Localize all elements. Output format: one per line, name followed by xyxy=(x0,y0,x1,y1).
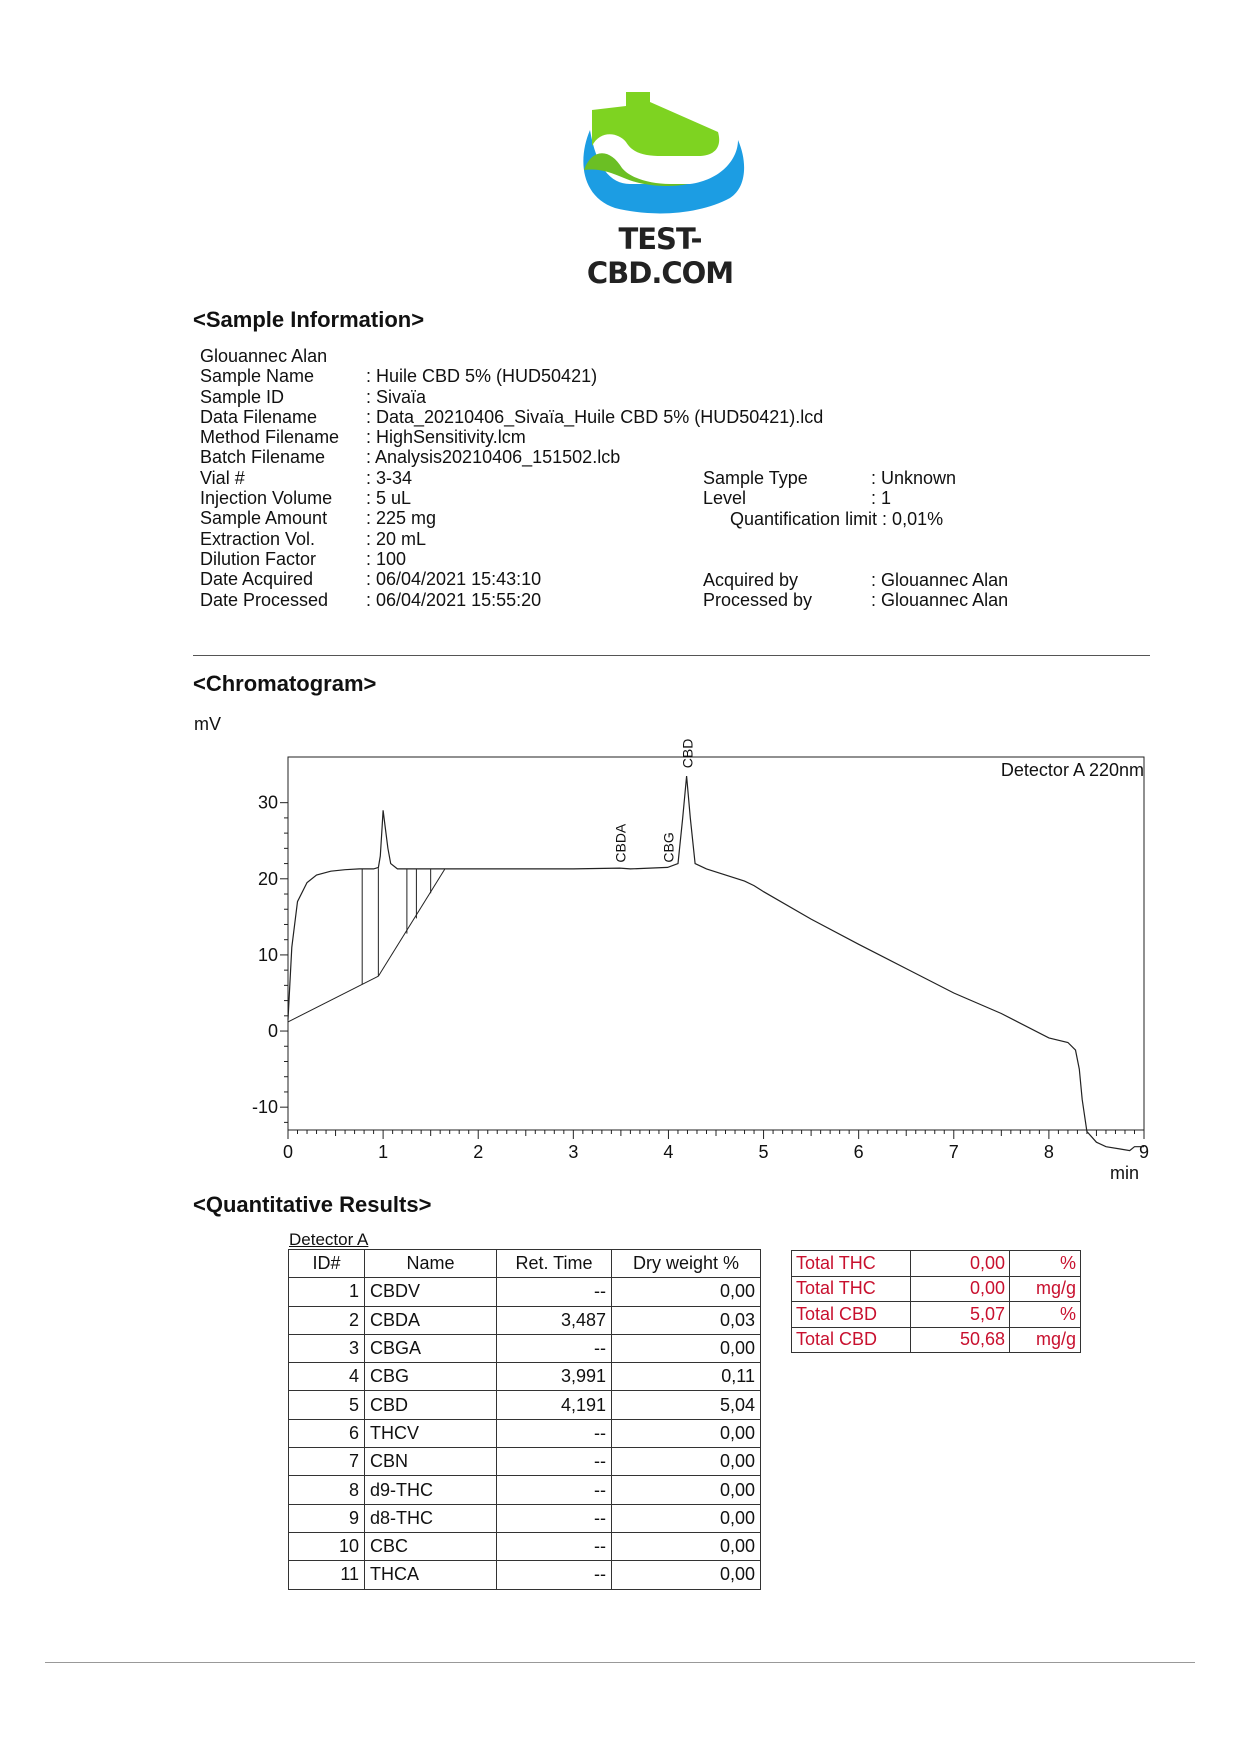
y-tick-label: 0 xyxy=(267,1021,278,1042)
detector-label: Detector A 220nm xyxy=(1000,760,1144,780)
y-tick-label: 20 xyxy=(257,868,278,889)
y-tick-label: 30 xyxy=(257,792,278,813)
col-id: ID# xyxy=(289,1250,365,1278)
info-row: Batch Filename : Analysis20210406_151502.lcb xyxy=(200,447,621,468)
totals-row: Total CBD 5,07 % xyxy=(792,1302,1081,1328)
level-label: Level xyxy=(703,488,747,509)
info-row: Date Acquired : 06/04/2021 15:43:10 xyxy=(200,569,542,590)
plot-frame xyxy=(288,757,1144,1130)
info-row: Dilution Factor : 100 xyxy=(200,548,407,569)
table-row: 11 THCA -- 0,00 xyxy=(289,1561,761,1589)
x-tick-label: 0 xyxy=(282,1142,294,1162)
x-tick-label: 7 xyxy=(948,1142,959,1162)
y-tick-label: 10 xyxy=(257,944,278,965)
table-row: 2 CBDA 3,487 0,03 xyxy=(289,1306,761,1334)
processed-by-label: Processed by xyxy=(703,590,813,611)
processed-by-value: : Glouannec Alan xyxy=(871,590,1009,611)
col-ret-time: Ret. Time xyxy=(497,1250,612,1278)
col-dry-weight: Dry weight % xyxy=(612,1250,761,1278)
x-tick-label: 2 xyxy=(473,1142,484,1162)
x-tick-label: 5 xyxy=(758,1142,769,1162)
acquired-by-value: : Glouannec Alan xyxy=(871,570,1009,590)
peak-label: CBDA xyxy=(612,823,629,863)
table-row: 10 CBC -- 0,00 xyxy=(289,1532,761,1560)
x-unit-label: min xyxy=(1110,1163,1140,1183)
info-row: Injection Volume : 5 uL xyxy=(200,488,412,509)
info-row: Vial # : 3-34 xyxy=(200,467,413,488)
x-tick-label: 1 xyxy=(378,1142,389,1162)
totals-table xyxy=(791,1250,1081,1353)
baseline-segment xyxy=(378,869,445,976)
x-tick-label: 9 xyxy=(1138,1142,1150,1162)
col-name: Name xyxy=(365,1250,497,1278)
info-row: Data Filename : Data_20210406_Sivaïa_Huile CBD 5% (HUD50421).lcd xyxy=(200,406,824,427)
sample-type-label: Sample Type xyxy=(703,468,808,488)
info-row: Date Processed : 06/04/2021 15:55:20 xyxy=(200,589,542,610)
x-tick-label: 4 xyxy=(663,1142,674,1162)
x-tick-label: 3 xyxy=(568,1142,579,1162)
detector-a-label: Detector A xyxy=(289,1230,369,1249)
table-row: 4 CBG 3,991 0,11 xyxy=(289,1363,761,1391)
totals-row: Total THC 0,00 mg/g xyxy=(792,1276,1081,1302)
peak-label: CBD xyxy=(679,738,696,769)
chromatogram-title: <Chromatogram> xyxy=(193,671,377,696)
header-name: Glouannec Alan xyxy=(200,346,328,366)
table-row: 5 CBD 4,191 5,04 xyxy=(289,1391,761,1419)
x-tick-label: 6 xyxy=(853,1142,864,1162)
logo-text: TEST-CBD.COM xyxy=(586,222,734,290)
footer-divider xyxy=(45,1662,1195,1663)
level-value: : 1 xyxy=(871,488,892,509)
results-table xyxy=(288,1249,761,1590)
totals-row: Total CBD 50,68 mg/g xyxy=(792,1327,1081,1353)
baseline-segment xyxy=(288,976,378,1022)
x-tick-label: 8 xyxy=(1043,1142,1054,1162)
y-tick-label: -10 xyxy=(251,1097,278,1118)
info-row: Sample ID : Sivaïa xyxy=(200,386,427,407)
quantitative-results-title: <Quantitative Results> xyxy=(193,1192,432,1217)
info-row: Sample Amount : 225 mg xyxy=(200,508,437,529)
table-row: 6 THCV -- 0,00 xyxy=(289,1419,761,1447)
sample-type-value: : Unknown xyxy=(871,468,957,488)
results-header-row xyxy=(289,1250,761,1278)
chromatogram-trace xyxy=(288,776,1144,1151)
table-row: 8 d9-THC -- 0,00 xyxy=(289,1476,761,1504)
table-row: 7 CBN -- 0,00 xyxy=(289,1448,761,1476)
y-unit-label: mV xyxy=(194,714,221,734)
sample-information-title: <Sample Information> xyxy=(193,307,425,332)
info-row: Extraction Vol. : 20 mL xyxy=(200,528,427,549)
totals-row: Total THC 0,00 % xyxy=(792,1251,1081,1277)
acquired-by-label: Acquired by xyxy=(703,570,799,590)
quantification-limit: Quantification limit : 0,01% xyxy=(730,508,944,529)
info-row: Method Filename : HighSensitivity.lcm xyxy=(200,427,526,448)
info-row: Sample Name : Huile CBD 5% (HUD50421) xyxy=(200,366,598,387)
table-row: 3 CBGA -- 0,00 xyxy=(289,1334,761,1362)
table-row: 9 d8-THC -- 0,00 xyxy=(289,1504,761,1532)
peak-label: CBG xyxy=(660,832,677,863)
table-row: 1 CBDV -- 0,00 xyxy=(289,1278,761,1306)
